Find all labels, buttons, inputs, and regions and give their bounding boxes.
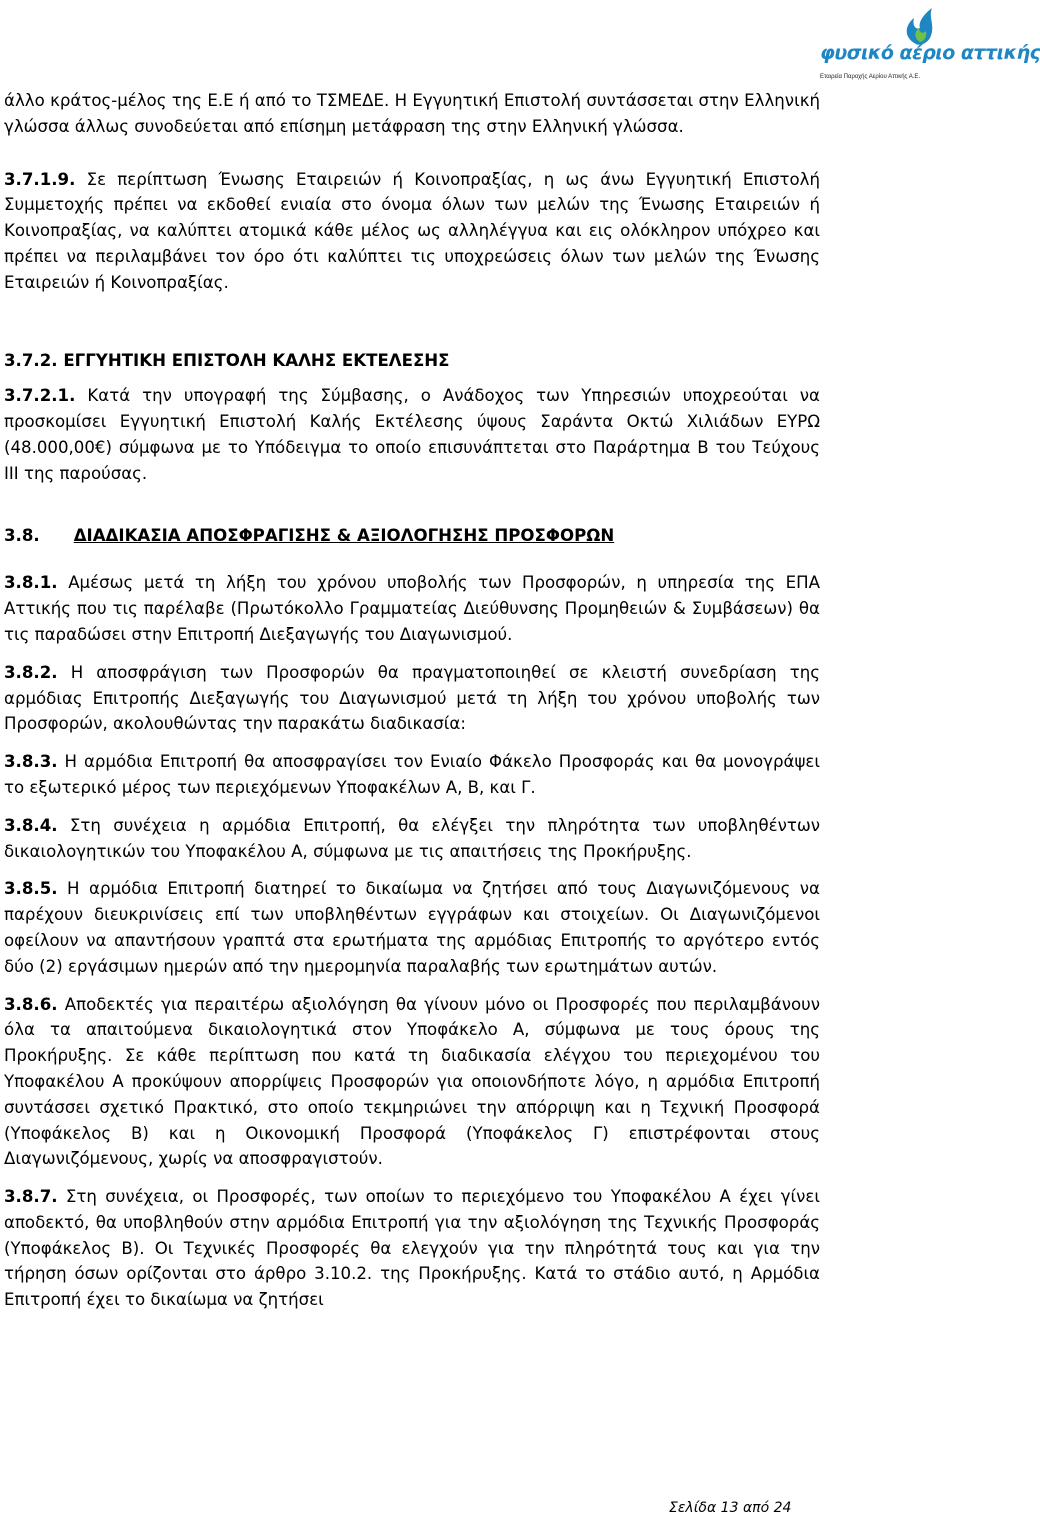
section-heading-3-7-2: 3.7.2. ΕΓΓΥΗΤΙΚΗ ΕΠΙΣΤΟΛΗ ΚΑΛΗΣ ΕΚΤΕΛΕΣΗΣ (4, 350, 450, 370)
paragraph-3-8-5: 3.8.5. Η αρμόδια Επιτροπή διατηρεί το δικαίωμα να ζητήσει από τους Διαγωνιζόμενους να παρέχουν διευκρινίσεις επί των υποβληθέντων εγγράφων και στοιχείων. Οι Διαγωνιζόμενοι οφείλουν να απαντήσουν γραπτά στα ερωτήματα της αρμόδιας Επιτροπής το αργότερο εντός δύο (2) εργάσιμων ημερών από την ημερομηνία παραλαβής των ερωτημάτων αυτών. (4, 879, 820, 976)
logo-tagline: Εταιρεία Παροχής Αερίου Αττικής Α.Ε. (820, 74, 921, 80)
paragraph-3-7-2-1: 3.7.2.1. Κατά την υπογραφή της Σύμβασης, ο Ανάδοχος των Υπηρεσιών υποχρεούται να προσκομίσει Εγγυητική Επιστολή Καλής Εκτέλεσης ύψους Σαράντα Οκτώ Χιλιάδων ΕΥΡΩ (48.000,00€) σύμφωνα με το Υπόδειγμα το οποίο επισυνάπτεται στο Παράρτημα Β του Τεύχους ΙΙΙ της παρούσας. (4, 386, 820, 483)
company-logo (820, 4, 1040, 84)
paragraph-3-8-6: 3.8.6. Αποδεκτές για περαιτέρω αξιολόγηση θα γίνουν μόνο οι Προσφορές που περιλαμβάνουν όλα τα απαιτούμενα δικαιολογητικά στον Υποφάκελο Α, σύμφωνα με τους όρους της Προκήρυξης. Σε κάθε περίπτωση που κατά τη διαδικασία ελέγχου του περιεχομένου του Υποφακέλου Α προκύψουν απορρίψεις Προσφορών για οποιονδήποτε λόγο, η αρμόδια Επιτροπή συντάσσει σχετικό Πρακτικό, στο οποίο τεκμηριώνει την απόρριψη και η Τεχνική Προσφορά (Υποφάκελος Β) και η Οικονομική Προσφορά (Υποφάκελος Γ) επιστρέφονται στους Διαγωνιζόμενους, χωρίς να αποσφραγιστούν. (4, 994, 820, 1169)
clause-number: 3.8.1. (4, 573, 58, 593)
paragraph-3-8-3: 3.8.3. Η αρμόδια Επιτροπή θα αποσφραγίσει τον Ενιαίο Φάκελο Προσφοράς και θα μονογράψει το εξωτερικό μέρος των περιεχόμενων Υποφακέλων Α, Β, και Γ. (4, 752, 820, 797)
clause-number: 3.7.1.9. (4, 169, 76, 189)
clause-number: 3.8.4. (4, 815, 58, 835)
paragraph-3-8-1: 3.8.1. Αμέσως μετά τη λήξη του χρόνου υποβολής των Προσφορών, η υπηρεσία της ΕΠΑ Αττικής που τις παρέλαβε (Πρωτόκολλο Γραμματείας Διεύθυνσης Προμηθειών & Συμβάσεων) θα τις παραδώσει στην Επιτροπή Διεξαγωγής του Διαγωνισμού. (4, 573, 820, 644)
paragraph-3-8-7: 3.8.7. Στη συνέχεια, οι Προσφορές, των οποίων το περιεχόμενο του Υποφακέλου Α έχει γίνει αποδεκτό, θα υποβληθούν στην αρμόδια Επιτροπή για την αξιολόγηση της Τεχνικής Προσφοράς (Υποφάκελος Β). Οι Τεχνικές Προσφορές θα ελεγχούν για την πληρότητά τους και για την τήρηση όσων ορίζονται στο άρθρο 3.10.2. της Προκήρυξης. Κατά το στάδιο αυτό, η Αρμόδια Επιτροπή έχει το δικαίωμα να ζητήσει (4, 1187, 821, 1310)
clause-number: 3.8.7. (4, 1187, 58, 1207)
paragraph-continuation: άλλο κράτος-μέλος της Ε.Ε ή από το ΤΣΜΕΔΕ. Η Εγγυητική Επιστολή συντάσσεται στην Ελληνική γλώσσα άλλως συνοδεύεται από επίσημη μετάφραση της στην Ελληνική γλώσσα. (4, 91, 820, 136)
clause-number: 3.7.2.1. (4, 386, 76, 406)
section-heading-3-8: 3.8. ΔΙΑΔΙΚΑΣΙΑ ΑΠΟΣΦΡΑΓΙΣΗΣ & ΑΞΙΟΛΟΓΗΣΗΣ ΠΡΟΣΦΟΡΩΝ (4, 525, 615, 545)
logo-brand-text: φυσικό αέριο αττικής (820, 42, 1040, 64)
paragraph-3-7-1-9: 3.7.1.9. Σε περίπτωση Ένωσης Εταιρειών ή Κοινοπραξίας, η ως άνω Εγγυητική Επιστολή Συμμετοχής πρέπει να εκδοθεί ενιαία στο όνομα όλων των μελών της Ένωσης Εταιρειών ή Κοινοπραξίας, να καλύπτει ατομικά κάθε μέλος ως αλληλέγγυα και εις ολόκληρον υπόχρεο και πρέπει να περιλαμβάνει τον όρο ότι καλύπτει τις υποχρεώσεις όλων των μελών της Ένωσης Εταιρειών ή Κοινοπραξίας. (4, 169, 821, 292)
page-number: Σελίδα 13 από 24 (669, 1500, 792, 1516)
clause-number: 3.8.3. (4, 752, 58, 772)
paragraph-3-8-4: 3.8.4. Στη συνέχεια η αρμόδια Επιτροπή, θα ελέγξει την πληρότητα των υποβληθέντων δικαιολογητικών του Υποφακέλου Α, σύμφωνα με τις απαιτήσεις της Προκήρυξης. (4, 815, 820, 861)
clause-number: 3.8.5. (4, 879, 58, 899)
clause-number: 3.8.2. (4, 662, 58, 682)
clause-number: 3.8.6. (4, 994, 58, 1014)
paragraph-3-8-2: 3.8.2. Η αποσφράγιση των Προσφορών θα πραγματοποιηθεί σε κλειστή συνεδρίαση της αρμόδιας Επιτροπής Διεξαγωγής του Διαγωνισμού μετά τη λήξη του χρόνου υποβολής των Προσφορών, ακολουθώντας την παρακάτω διαδικασία: (4, 662, 820, 734)
document-body (4, 88, 820, 1313)
